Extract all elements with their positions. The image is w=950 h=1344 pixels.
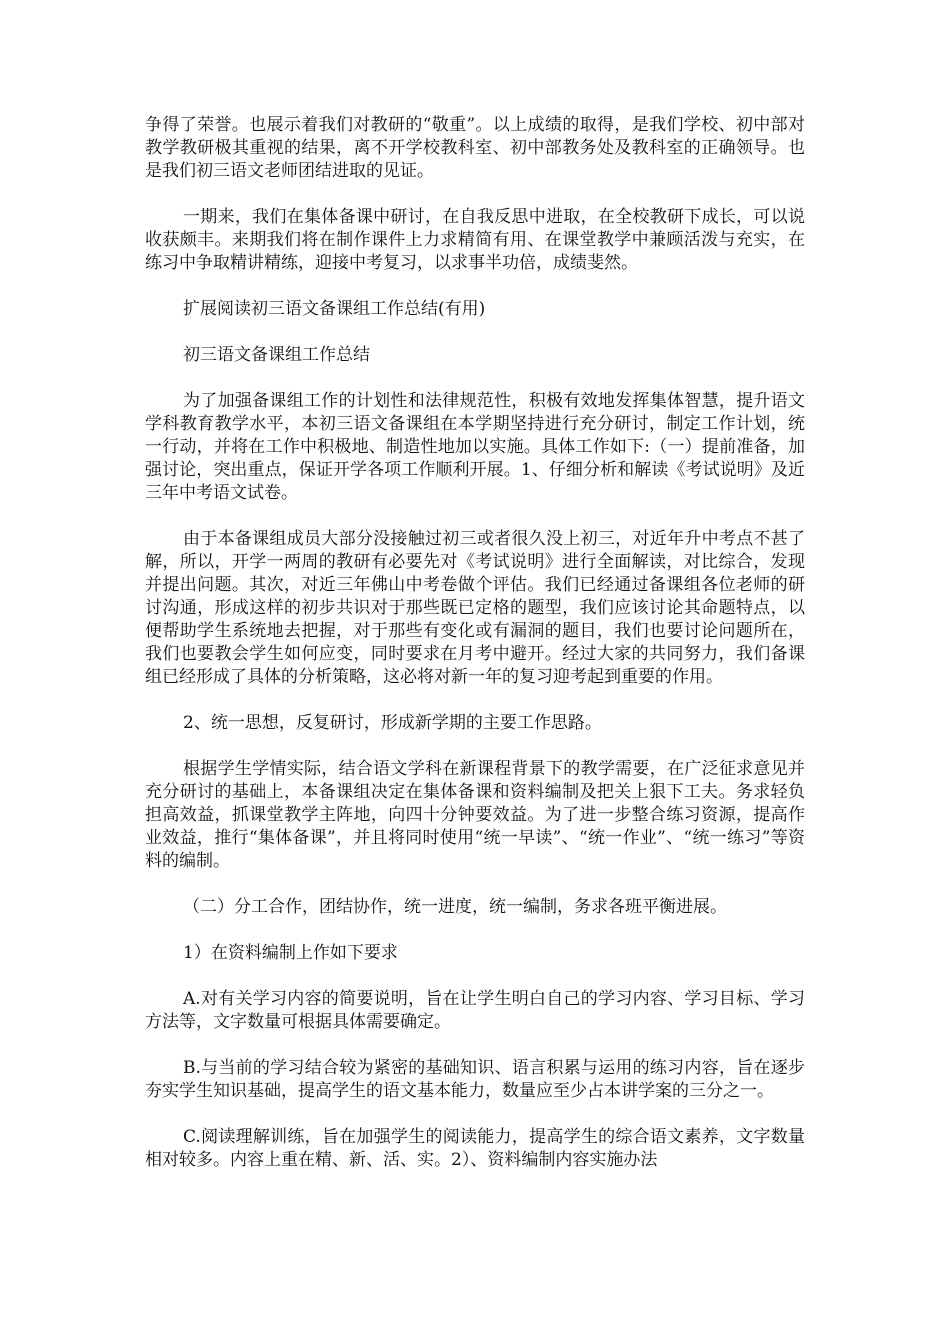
document-body (145, 114, 805, 1195)
paragraph-item-b: B.与当前的学习结合较为紧密的基础知识、语言积累与运用的练习内容，旨在逐步夯实学生知识基础，提高学生的语文基本能力，数量应至少占本讲学案的三分之一。 (145, 1058, 805, 1101)
paragraph-item-a: A.对有关学习内容的简要说明，旨在让学生明白自己的学习内容、学习目标、学习方法等，文字数量可根据具体需要确定。 (145, 989, 805, 1032)
paragraph-requirements: 1）在资料编制上作如下要求 (183, 943, 398, 963)
paragraph-plan: 根据学生学情实际，结合语文学科在新课程背景下的教学需要，在广泛征求意见并充分研讨的基础上，本备课组决定在集体备课和资料编制及把关上狠下工夫。务求轻负担高效益，抓课堂教学主阵地，向四十分钟要效益。为了进一步整合练习资源，提高作业效益，推行“集体备课”，并且将同时使用“统一早读”、“统一作业”、“统一练习”等资料的编制。 (145, 759, 805, 871)
paragraph-2: 一期来，我们在集体备课中研讨，在自我反思中进取，在全校教研下成长，可以说收获颇丰。来期我们将在制作课件上力求精简有用、在课堂教学中兼顾活泼与充实，在练习中争取精讲精练，迎接中考复习，以求事半功倍，成绩斐然。 (145, 207, 805, 273)
section-title: 初三语文备课组工作总结 (183, 345, 370, 365)
paragraph-point-2: 2、统一思想，反复研讨，形成新学期的主要工作思路。 (183, 713, 602, 733)
paragraph-analysis: 由于本备课组成员大部分没接触过初三或者很久没上初三，对近年升中考点不甚了解，所以，开学一两周的教研有必要先对《考试说明》进行全面解读，对比综合，发现并提出问题。其次，对近三年佛山中考卷做个评估。我们已经通过备课组各位老师的研讨沟通，形成这样的初步共识对于那些既已定格的题型，我们应该讨论其命题特点，以便帮助学生系统地去把握，对于那些有变化或有漏洞的题目，我们也要讨论问题所在，我们也要教会学生如何应变，同时要求在月考中避开。经过大家的共同努力，我们备课组已经形成了具体的分析策略，这必将对新一年的复习迎考起到重要的作用。 (145, 529, 805, 687)
paragraph-section-2: （二）分工合作，团结协作，统一进度，统一编制，务求各班平衡进展。 (183, 897, 727, 917)
paragraph-item-c: C.阅读理解训练，旨在加强学生的阅读能力，提高学生的综合语文素养，文字数量相对较多。内容上重在精、新、活、实。2）、资料编制内容实施办法 (145, 1127, 805, 1170)
paragraph-intro: 为了加强备课组工作的计划性和法律规范性，积极有效地发挥集体智慧，提升语文学科教育教学水平，本初三语文备课组在本学期坚持进行充分研讨，制定工作计划，统一行动，并将在工作中积极地、制造性地加以实施。具体工作如下:（一）提前准备，加强讨论，突出重点，保证开学各项工作顺利开展。1、仔细分析和解读《考试说明》及近三年中考语文试卷。 (145, 391, 805, 503)
paragraph-1: 争得了荣誉。也展示着我们对教研的“敬重”。以上成绩的取得，是我们学校、初中部对教学教研极其重视的结果，离不开学校教科室、初中部教务处及教科室的正确领导。也是我们初三语文老师团结进取的见证。 (145, 115, 805, 181)
extended-reading-heading: 扩展阅读初三语文备课组工作总结(有用) (183, 299, 486, 319)
